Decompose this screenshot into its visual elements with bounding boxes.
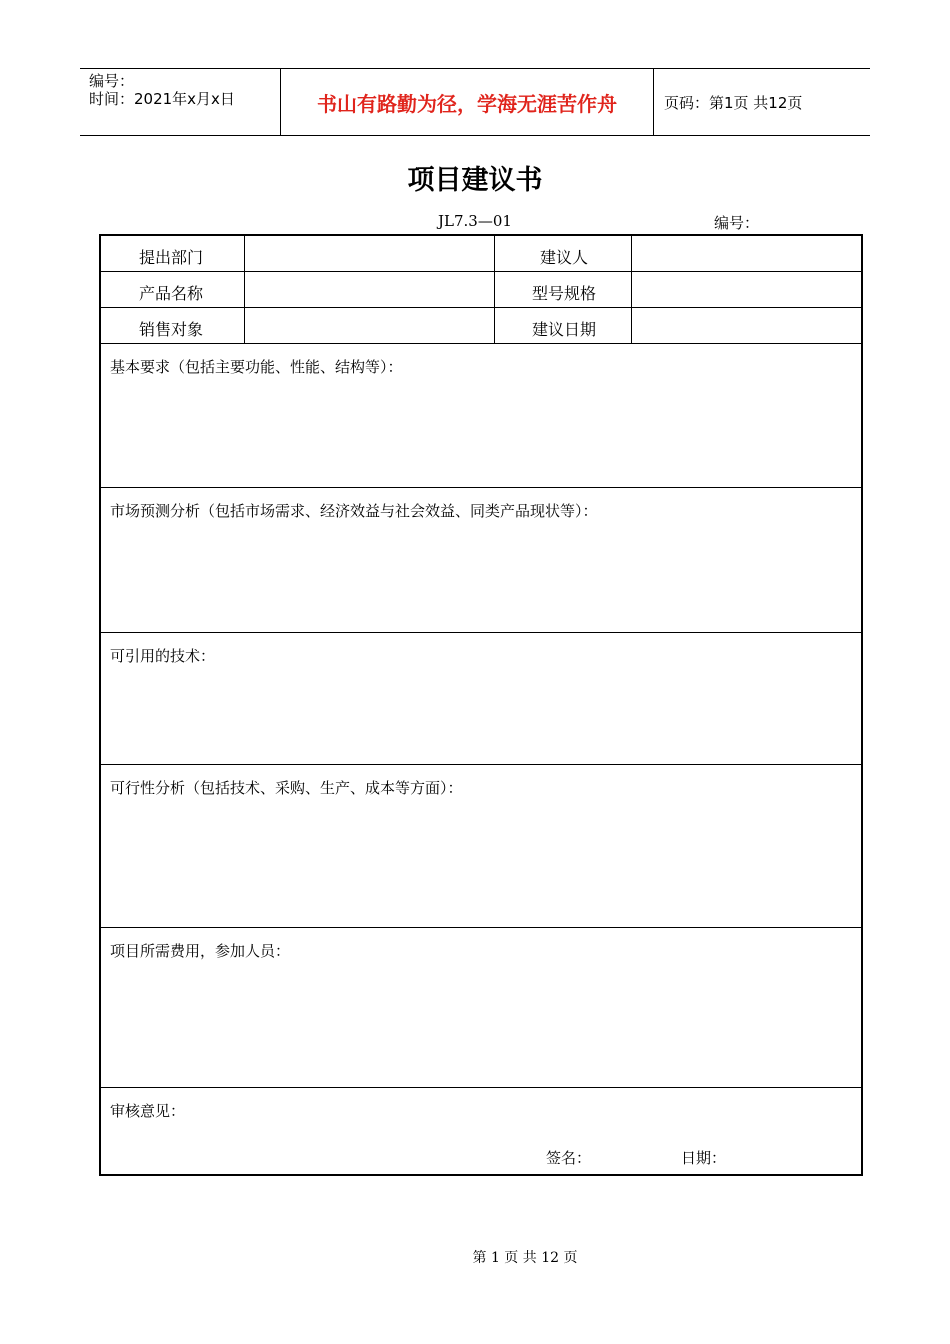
section-divider: [101, 487, 861, 488]
document-title: 项目建议书: [407, 165, 543, 196]
section-basic-requirements: 基本要求（包括主要功能、性能、结构等）：: [110, 358, 403, 376]
section-review-opinion: 审核意见：: [110, 1102, 186, 1120]
grid-divider: [244, 236, 245, 344]
label-model-spec: 型号规格: [531, 284, 596, 303]
header-slogan: 书山有路勤为径，学海无涯苦作舟: [281, 69, 654, 135]
field-model-spec[interactable]: [633, 274, 861, 306]
proposal-form: [99, 234, 863, 1176]
label-proposer: 建议人: [539, 248, 588, 267]
field-proposal-date[interactable]: [633, 310, 861, 342]
field-sales-target[interactable]: [246, 310, 492, 342]
section-divider: [101, 632, 861, 633]
field-basic-requirements[interactable]: [103, 381, 859, 486]
page-header: [80, 68, 870, 136]
label-sales-target: 销售对象: [138, 320, 203, 339]
field-feasibility-analysis[interactable]: [103, 802, 859, 926]
section-divider: [101, 764, 861, 765]
page-footer: 第 1 页 共 12 页: [472, 1250, 578, 1266]
row-divider: [101, 271, 861, 272]
section-feasibility-analysis: 可行性分析（包括技术、采购、生产、成本等方面）：: [110, 779, 463, 797]
field-product-name[interactable]: [246, 274, 492, 306]
section-divider: [101, 1087, 861, 1088]
field-costs-personnel[interactable]: [103, 965, 859, 1086]
section-costs-personnel: 项目所需费用，参加人员：: [110, 942, 291, 960]
signature-label: 签名：: [546, 1149, 592, 1167]
field-market-analysis[interactable]: [103, 525, 859, 630]
row-divider: [101, 343, 861, 344]
header-number-label: 编号：: [89, 72, 135, 90]
header-meta: [80, 69, 281, 135]
section-divider: [101, 927, 861, 928]
field-proposer[interactable]: [633, 238, 861, 270]
document-code: JL7.3—01: [438, 212, 512, 230]
date-label: 日期：: [681, 1149, 727, 1167]
label-department: 提出部门: [138, 248, 203, 267]
section-citable-technology: 可引用的技术：: [110, 647, 216, 665]
row-divider: [101, 307, 861, 308]
header-time-label: 时间：2021年x月x日: [89, 90, 235, 108]
field-review-opinion[interactable]: [103, 1125, 543, 1170]
field-citable-technology[interactable]: [103, 670, 859, 763]
label-product-name: 产品名称: [138, 284, 203, 303]
section-market-analysis: 市场预测分析（包括市场需求、经济效益与社会效益、同类产品现状等）：: [110, 502, 598, 520]
document-number-label: 编号：: [714, 214, 760, 232]
label-proposal-date: 建议日期: [531, 320, 596, 339]
field-department[interactable]: [246, 238, 492, 270]
header-page-info: 页码：第1页 共12页: [664, 93, 803, 112]
